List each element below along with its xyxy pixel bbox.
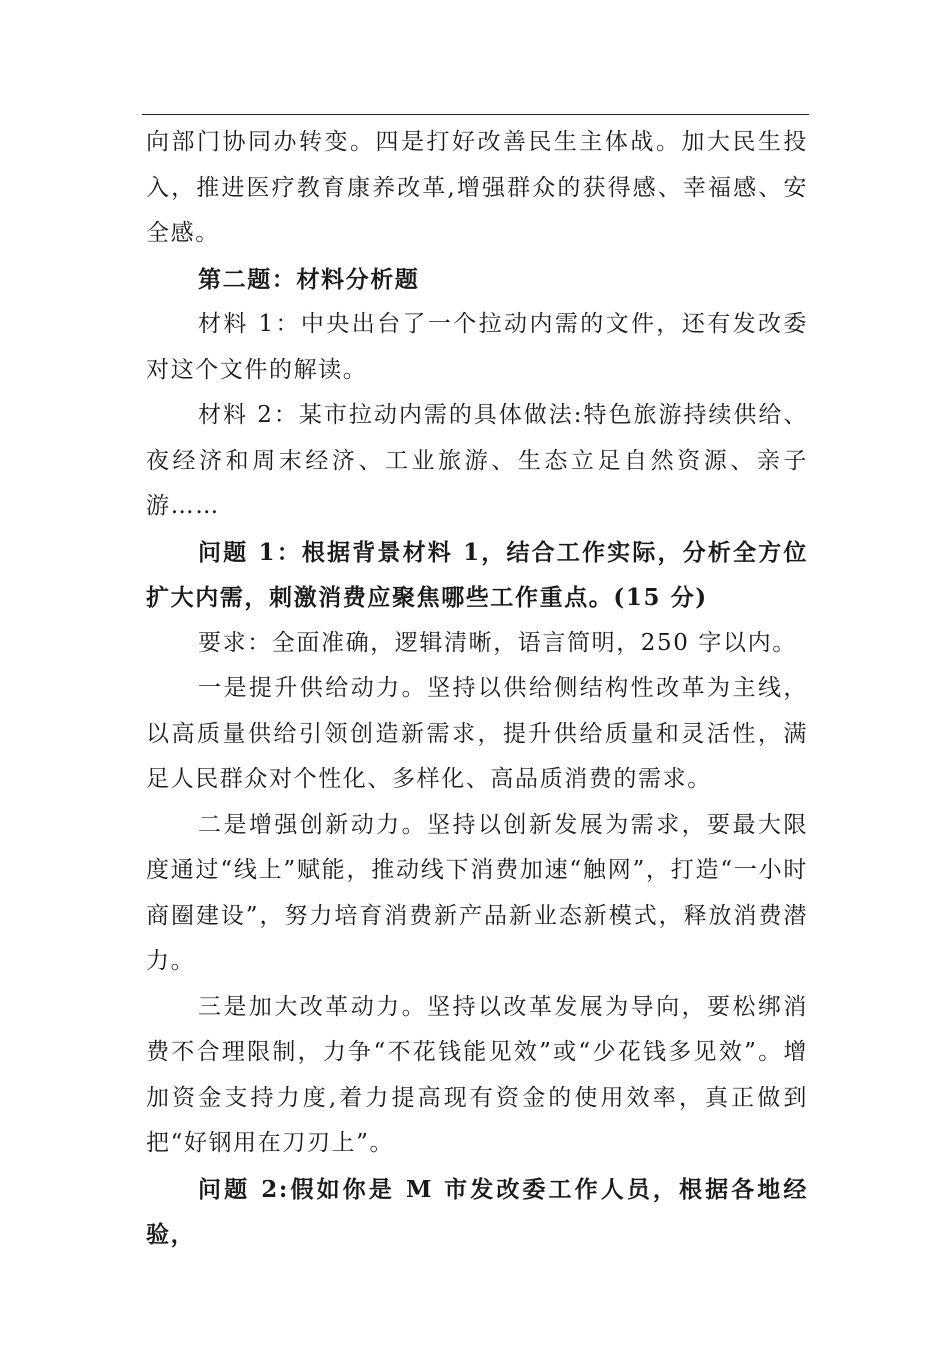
answer-point-3: 三是加大改革动力。坚持以改革发展为导向，要松绑消费不合理限制，力争“不花钱能见效”或“少花钱多见效”。增加资金支持力度,着力提高现有资金的使用效率，真正做到把“好钢用在刀刃上”。 — [146, 993, 808, 1156]
answer-point-2: 二是增强创新动力。坚持以创新发展为需求，要最大限度通过“线上”赋能，推动线下消费加速“触网”，打造“一小时商圈建设”，努力培育消费新产品新业态新模式，释放消费潜力。 — [146, 811, 808, 974]
material-1: 材料 1：中央出台了一个拉动内需的文件，还有发改委对这个文件的解读。 — [146, 311, 808, 383]
section-heading: 第二题：材料分析题 — [198, 265, 420, 293]
document-body — [146, 120, 808, 1258]
requirement: 要求：全面准确，逻辑清晰，语言简明，250 字以内。 — [198, 629, 797, 656]
material-2: 材料 2：某市拉动内需的具体做法:特色旅游持续供给、夜经济和周末经济、工业旅游、生态立足自然资源、亲子游…… — [146, 402, 808, 519]
answer-point-1: 一是提升供给动力。坚持以供给侧结构性改革为主线，以高质量供给引领创造新需求，提升供给质量和灵活性，满足人民群众对个性化、多样化、高品质消费的需求。 — [146, 675, 808, 792]
header-rule — [142, 114, 809, 115]
question-1: 问题 1：根据背景材料 1，结合工作实际，分析全方位扩大内需，刺激消费应聚焦哪些工作重点。(15 分) — [146, 538, 808, 611]
question-2: 问题 2:假如你是 M 市发改委工作人员，根据各地经验， — [146, 1175, 808, 1248]
paragraph-continuation: 向部门协同办转变。四是打好改善民生主体战。加大民生投入，推进医疗教育康养改革,增强群众的获得感、幸福感、安全感。 — [146, 129, 808, 246]
